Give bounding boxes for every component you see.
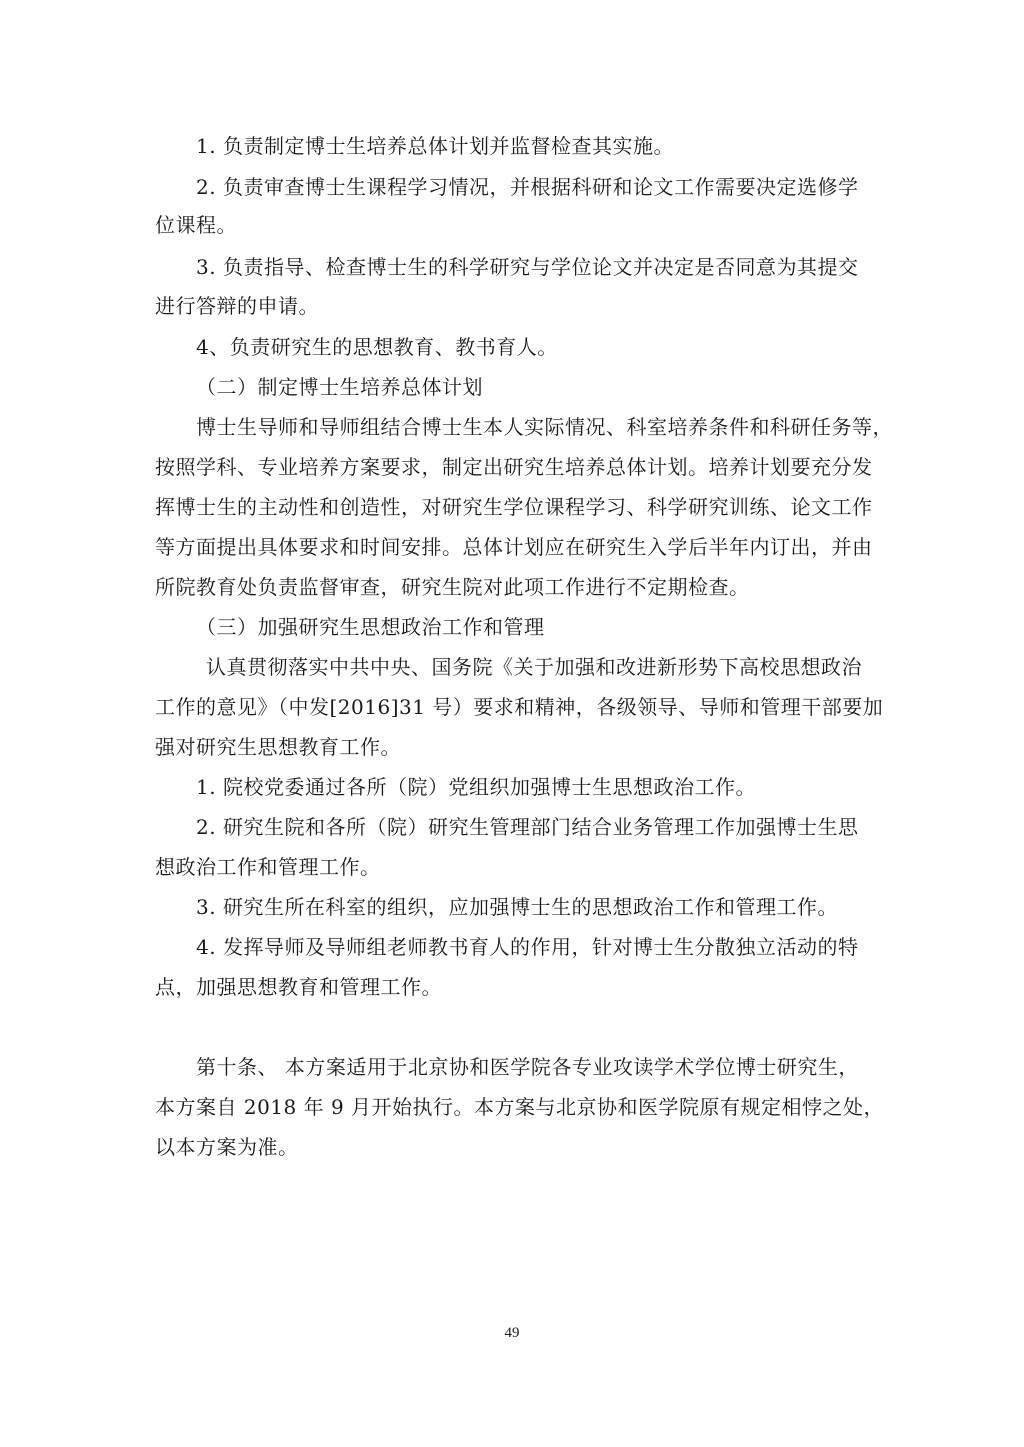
section-3-para-line-3: 强对研究生思想教育工作。: [155, 735, 401, 759]
article-10-line-1: 第十条、 本方案适用于北京协和医学院各专业攻读学术学位博士研究生，: [196, 1055, 859, 1079]
section-3-item-2-line-1: 2. 研究生院和各所（院）研究生管理部门结合业务管理工作加强博士生思: [196, 815, 859, 839]
section-3-heading: （三）加强研究生思想政治工作和管理: [196, 615, 545, 639]
item-3-line-1: 3. 负责指导、检查博士生的科学研究与学位论文并决定是否同意为其提交: [196, 255, 859, 279]
article-10-line-3: 以本方案为准。: [155, 1135, 299, 1159]
section-3-item-2-line-2: 想政治工作和管理工作。: [155, 855, 381, 879]
section-3-item-1-line: 1. 院校党委通过各所（院）党组织加强博士生思想政治工作。: [196, 775, 756, 799]
item-3-line-2: 进行答辩的申请。: [155, 294, 319, 318]
section-3-item-3-line: 3. 研究生所在科室的组织，应加强博士生的思想政治工作和管理工作。: [196, 895, 838, 919]
section-2-para-line-1: 博士生导师和导师组结合博士生本人实际情况、科室培养条件和科研任务等，: [196, 415, 893, 439]
section-2-heading: （二）制定博士生培养总体计划: [196, 375, 483, 399]
page-number: 49: [504, 1325, 520, 1341]
section-2-para-line-3: 挥博士生的主动性和创造性，对研究生学位课程学习、科学研究训练、论文工作: [155, 495, 873, 519]
section-3-item-4-line-1: 4. 发挥导师及导师组老师教书育人的作用，针对博士生分散独立活动的特: [196, 935, 859, 959]
article-10-line-2: 本方案自 2018 年 9 月开始执行。本方案与北京协和医学院原有规定相悖之处，: [155, 1095, 885, 1119]
item-4-line: 4、负责研究生的思想教育、教书育人。: [196, 335, 558, 359]
section-2-para-line-4: 等方面提出具体要求和时间安排。总体计划应在研究生入学后半年内订出，并由: [155, 535, 873, 559]
section-2-para-line-2: 按照学科、专业培养方案要求，制定出研究生培养总体计划。培养计划要充分发: [155, 455, 873, 479]
section-2-para-line-5: 所院教育处负责监督审查，研究生院对此项工作进行不定期检查。: [155, 575, 750, 599]
item-2-line-1: 2. 负责审查博士生课程学习情况，并根据科研和论文工作需要决定选修学: [196, 175, 859, 199]
section-3-para-line-2: 工作的意见》（中发[2016]31 号）要求和精神，各级领导、导师和管理干部要加: [155, 695, 884, 719]
item-2-line-2: 位课程。: [155, 213, 237, 237]
section-3-para-line-1: 认真贯彻落实中共中央、国务院《关于加强和改进新形势下高校思想政治: [206, 655, 862, 679]
section-3-item-4-line-2: 点，加强思想教育和管理工作。: [155, 975, 442, 999]
item-1-line: 1. 负责制定博士生培养总体计划并监督检查其实施。: [196, 134, 674, 158]
